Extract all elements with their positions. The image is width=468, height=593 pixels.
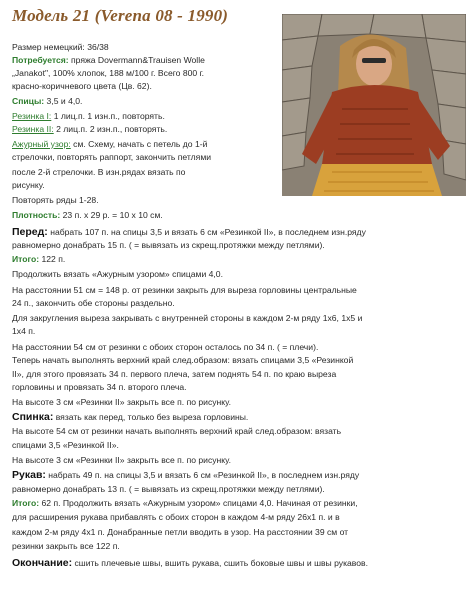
text-line xyxy=(12,397,231,408)
text-line xyxy=(12,68,204,79)
line-label: Резинка II: xyxy=(12,124,54,134)
line-text: Теперь начать выполнять верхний край след.образом: вязать спицами 3,5 «Резинкой xyxy=(12,355,354,365)
text-line xyxy=(12,426,341,437)
text-line xyxy=(12,558,368,569)
text-line xyxy=(12,210,163,221)
text-line xyxy=(12,498,358,509)
line-text: На расстоянии 51 см = 148 р. от резинки закрыть для выреза горловины центральные xyxy=(12,285,357,295)
text-line xyxy=(12,254,65,265)
model-photo xyxy=(282,14,466,196)
line-text: 24 п., закончить обе стороны раздельно. xyxy=(12,298,175,308)
line-text: Продолжить вязать «Ажурным узором» спицами 4,0. xyxy=(12,269,223,279)
line-text: для расширения рукава прибавлять с обоих сторон в каждом 4-м ряду 26х1 п. и в xyxy=(12,512,340,522)
text-line xyxy=(12,527,348,538)
text-line xyxy=(12,111,165,122)
line-text: вязать как перед, только без выреза горловины. xyxy=(53,412,249,422)
text-line xyxy=(12,124,167,135)
line-text: спицами 3,5 «Резинкой II». xyxy=(12,440,119,450)
text-line xyxy=(12,240,325,251)
line-text: Повторять ряды 1-28. xyxy=(12,195,99,205)
text-line xyxy=(12,470,359,481)
line-label: Спинка: xyxy=(12,411,54,423)
line-text: Для закругления выреза закрывать с внутренней стороны в каждом 2-м ряду 1х6, 1х5 и xyxy=(12,313,363,323)
text-line xyxy=(12,298,175,309)
text-line xyxy=(12,139,207,150)
text-line xyxy=(12,269,223,280)
line-text: „Janakot", 100% хлопок, 188 м/100 г. Всего 800 г. xyxy=(12,68,205,78)
line-label: Плотность: xyxy=(12,210,61,220)
line-text: На высоте 3 см «Резинки II» закрыть все п. по рисунку. xyxy=(12,455,231,465)
text-line xyxy=(12,455,231,466)
line-text: после 2-й стрелочки. В изн.рядах вязать по xyxy=(12,167,186,177)
text-line xyxy=(12,42,109,53)
line-text: 2 лиц.п. 2 изн.п., повторять. xyxy=(53,124,168,134)
text-line xyxy=(12,342,318,353)
line-label: Рукав: xyxy=(12,469,46,481)
line-label: Окончание: xyxy=(12,557,73,569)
text-line xyxy=(12,285,357,296)
text-line xyxy=(12,180,45,191)
text-line xyxy=(12,412,248,423)
text-line xyxy=(12,55,205,66)
line-text: 1 лиц.п. 1 изн.п., повторять. xyxy=(51,111,165,121)
line-text: 122 п. xyxy=(39,254,66,264)
text-line xyxy=(12,81,152,92)
text-line xyxy=(12,227,366,238)
line-label: Итого: xyxy=(12,254,40,264)
line-text: 62 п. Продолжить вязать «Ажурным узором» спицами 4,0. Начиная от резинки, xyxy=(39,498,358,508)
line-text: набрать 49 п. на спицы 3,5 и вязать 6 см «Резинкой II», в последнем изн.ряду xyxy=(45,470,360,480)
text-line xyxy=(12,326,35,337)
text-line xyxy=(12,541,120,552)
line-text: II», для этого провязать 34 п. первого плеча, затем поднять 54 п. по краю выреза xyxy=(12,369,337,379)
line-text: равномерно донабрать 15 п. ( = вывязать из скрещ.протяжки между петлями). xyxy=(12,240,325,250)
line-text: На расстоянии 54 см от резинки с обоих сторон осталось по 34 п. ( = плечи). xyxy=(12,342,319,352)
line-text: стрелочки, повторять раппорт, закончить петлями xyxy=(12,152,212,162)
line-text: 1х4 п. xyxy=(12,326,36,336)
line-text: набрать 107 п. на спицы 3,5 и вязать 6 см «Резинкой II», в последнем изн.ряду xyxy=(47,227,366,237)
line-text: резинки закрыть все 122 п. xyxy=(12,541,120,551)
line-label: Потребуется: xyxy=(12,55,69,65)
text-line xyxy=(12,355,353,366)
line-text: рисунку. xyxy=(12,180,45,190)
line-text: каждом 2-м ряду 4х1 п. Донабранные петли вводить в узор. На расстоянии 39 см от xyxy=(12,527,349,537)
line-text: 23 п. х 29 р. = 10 х 10 см. xyxy=(60,210,163,220)
text-line xyxy=(12,440,119,451)
line-label: Итого: xyxy=(12,498,40,508)
line-label: Спицы: xyxy=(12,96,45,106)
line-text: На высоте 3 см «Резинки II» закрыть все п. по рисунку. xyxy=(12,397,231,407)
document-title: Модель 21 (Verena 08 - 1990) xyxy=(12,6,229,25)
line-label: Резинка I: xyxy=(12,111,52,121)
line-text: На высоте 54 см от резинки начать выполнять верхний край след.образом: вязать xyxy=(12,426,342,436)
text-line xyxy=(12,152,211,163)
text-line xyxy=(12,512,340,523)
text-line xyxy=(12,195,99,206)
text-line xyxy=(12,96,82,107)
line-label: Ажурный узор: xyxy=(12,139,71,149)
line-text: 3,5 и 4,0. xyxy=(44,96,83,106)
text-line xyxy=(12,167,185,178)
text-line xyxy=(12,484,325,495)
text-line xyxy=(12,382,186,393)
line-text: горловины и провязать 34 п. второго плеча. xyxy=(12,382,187,392)
line-label: Перед: xyxy=(12,226,48,238)
line-text: сшить плечевые швы, вшить рукава, сшить боковые швы и швы рукавов. xyxy=(72,558,369,568)
text-line xyxy=(12,369,336,380)
line-text: равномерно донабрать 13 п. ( = вывязать из скрещ.протяжки между петлями). xyxy=(12,484,325,494)
line-text: Размер немецкий: 36/38 xyxy=(12,42,109,52)
line-text: см. Схему, начать с петель до 1-й xyxy=(70,139,208,149)
line-text: пряжа Dovermann&Trauisen Wolle xyxy=(68,55,205,65)
line-text: красно-коричневого цвета (Цв. 62). xyxy=(12,81,152,91)
text-line xyxy=(12,313,362,324)
